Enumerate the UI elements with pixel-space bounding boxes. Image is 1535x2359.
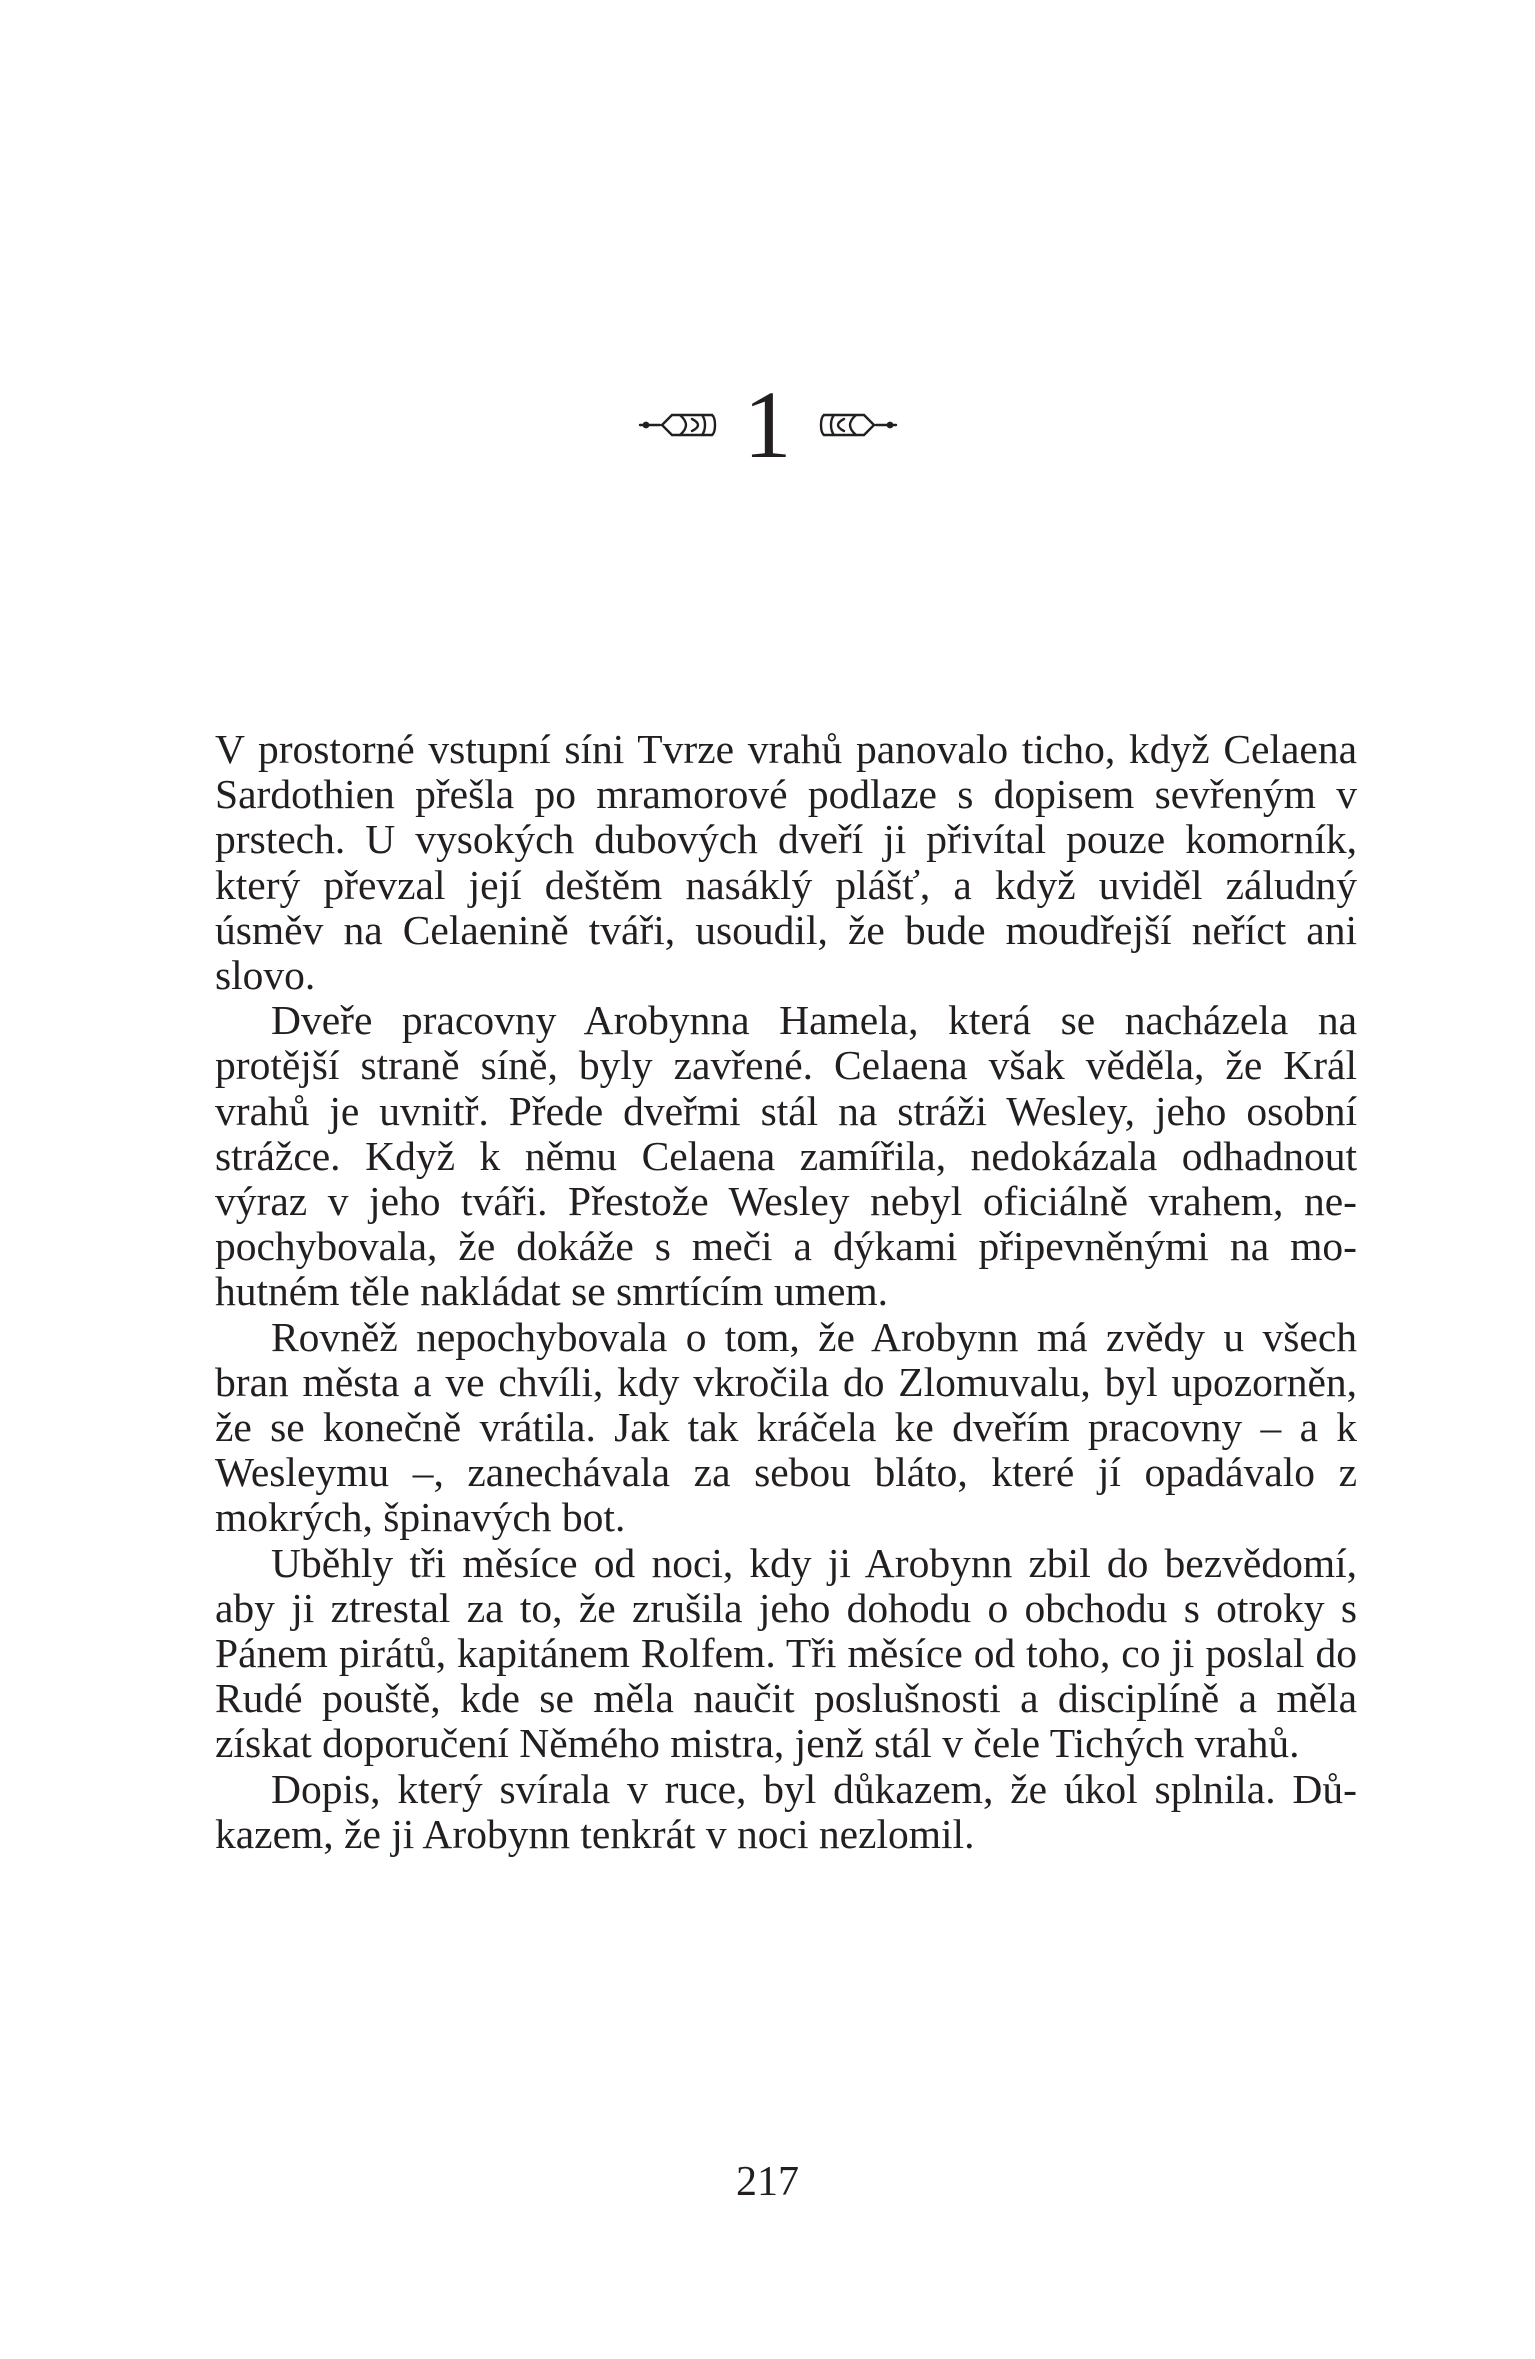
chapter-heading <box>0 370 1535 480</box>
paragraph-1: V prostorné vstupní síni Tvrze vrahů panovalo ticho, když Celaena Sardothien přešla po mramorové podlaze s dopisem sevřeným v prstech. U vysokých dubových dveří ji přivítal pouze komorník, který převzal její deštěm nasáklý plášť, a když uviděl záludný úsměv na Celaenině tváři, usoudil, že bude moudřejší neříct ani slovo. <box>215 726 1357 999</box>
paragraph-4: Uběhly tři měsíce od noci, kdy ji Arobynn zbil do bezvědomí, aby ji ztrestal za to, že zrušila jeho dohodu o obchodu s otroky s Pánem pirátů, kapitánem Rolfem. Tři měsíce od toho, co ji poslal do Rudé pouště, kde se měla naučit poslušnosti a disciplíně a měla získat doporučení Němého mistra, jenž stál v čele Tichých vrahů. <box>215 1539 1357 1767</box>
paragraph-2: Dveře pracovny Arobynna Hamela, která se nacházela na protější straně síně, byly zavřené. Celaena však věděla, že Král vrahů je uvnitř. Přede dveřmi stál na stráži Wesley, jeho osobní strážce. Když k němu Celaena zamířila, nedokázala odhadnout výraz v jeho tváři. Přestože Wesley nebyl oficiálně vrahem, nepochybovala, že dokáže s meči a dýkami připevněnými na mohutném těle nakládat se smrtícím umem. <box>215 997 1357 1315</box>
paragraph-3: Rovněž nepochybovala o tom, že Arobynn má zvědy u všech bran města a ve chvíli, kdy vkročila do Zlomuvalu, byl upozorněn, že se konečně vrátila. Jak tak kráčela ke dveřím pracovny – a k Wesleymu –, zanechávala za sebou bláto, které jí opadávalo z mokrých, špinavých bot. <box>215 1313 1357 1541</box>
page-number: 217 <box>736 2159 799 2205</box>
ornament-right-icon <box>816 402 900 448</box>
chapter-body <box>215 727 1357 1857</box>
paragraph-5: Dopis, který svírala v ruce, byl důkazem, že úkol splnila. Důkazem, že ji Arobynn tenkrát v noci nezlomil. <box>215 1765 1357 1857</box>
chapter-number: 1 <box>743 371 792 478</box>
ornament-left-icon <box>636 402 720 448</box>
